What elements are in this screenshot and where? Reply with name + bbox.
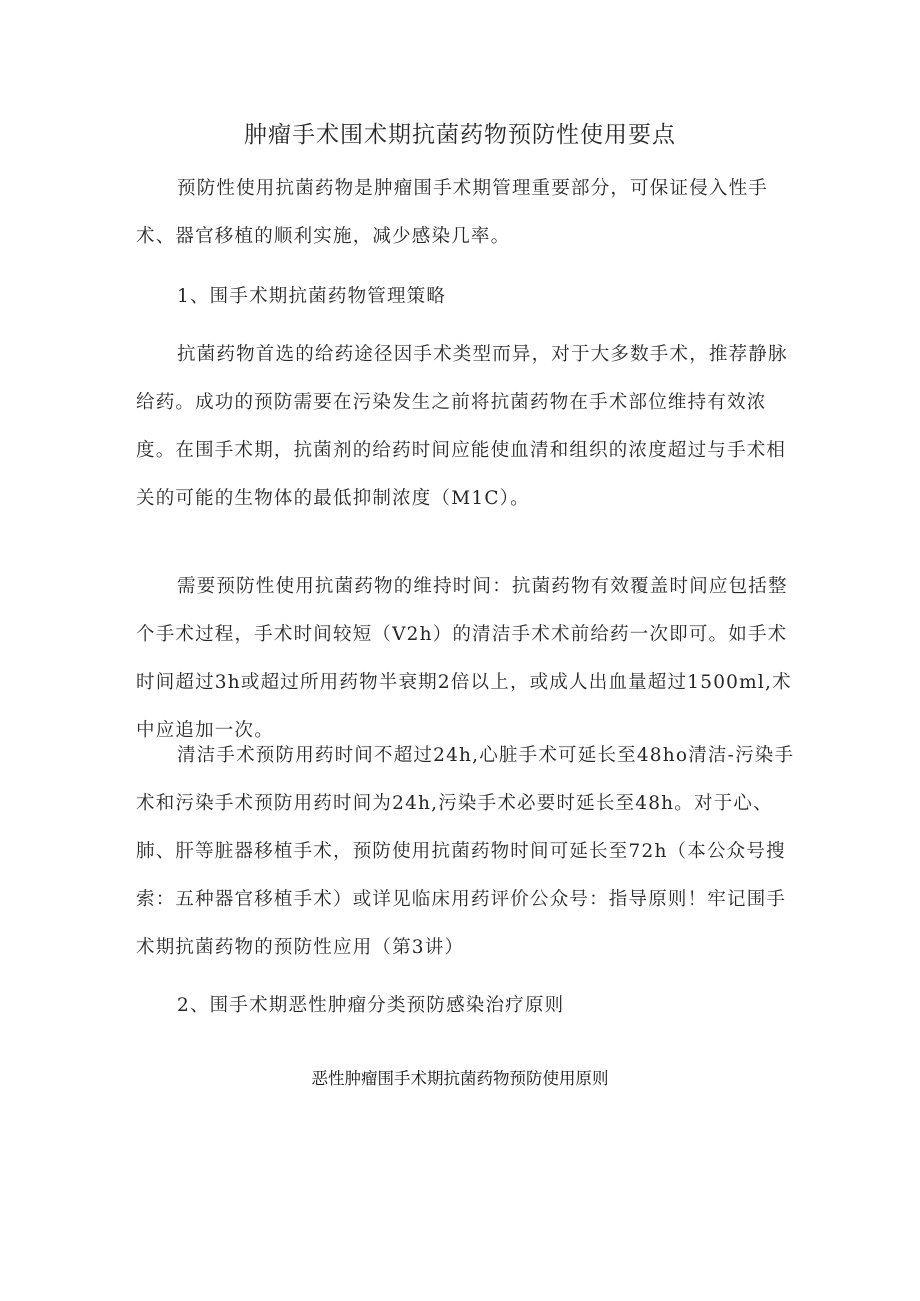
document-title: 肿瘤手术围术期抗菌药物预防性使用要点: [244, 122, 676, 148]
section-1-paragraph-clean-surgery: 清洁手术预防用药时间不超过24h,心脏手术可延长至48ho清洁-污染手术和污染手术预防用药时间为24h,污染手术必要时延长至48h。对于心、肺、肝等脏器移植手术，预防使用抗菌药物时间可延长至72h（本公众号搜索：五种器官移植手术）或详见临床用药评价公众号：指导原则！牢记围手术期抗菌药物的预防性应用（第3讲）: [136, 745, 795, 958]
intro-paragraph: 预防性使用抗菌药物是肿瘤围手术期管理重要部分，可保证侵入性手术、器官移植的顺利实施，减少感染几率。: [136, 178, 769, 247]
section-2-heading: 2、围手术期恶性肿瘤分类预防感染治疗原则: [177, 995, 565, 1016]
section-1-heading: 1、围手术期抗菌药物管理策略: [177, 286, 447, 307]
section-1-paragraph-duration: 需要预防性使用抗菌药物的维持时间：抗菌药物有效覆盖时间应包括整个手术过程，手术时间较短（V2h）的清洁手术术前给药一次即可。如手术时间超过3h或超过所用药物半衰期2倍以上，或成人出血量超过1500ml,术中应追加一次。: [136, 576, 792, 741]
table-caption: 恶性肿瘤围手术期抗菌药物预防使用原则: [311, 1069, 609, 1088]
section-1-paragraph-route: 抗菌药物首选的给药途径因手术类型而异，对于大多数手术，推荐静脉给药。成功的预防需要在污染发生之前将抗菌药物在手术部位维持有效浓度。在围手术期，抗菌剂的给药时间应能使血清和组织的浓度超过与手术相关的可能的生物体的最低抑制浓度（M1C）。: [136, 344, 788, 509]
